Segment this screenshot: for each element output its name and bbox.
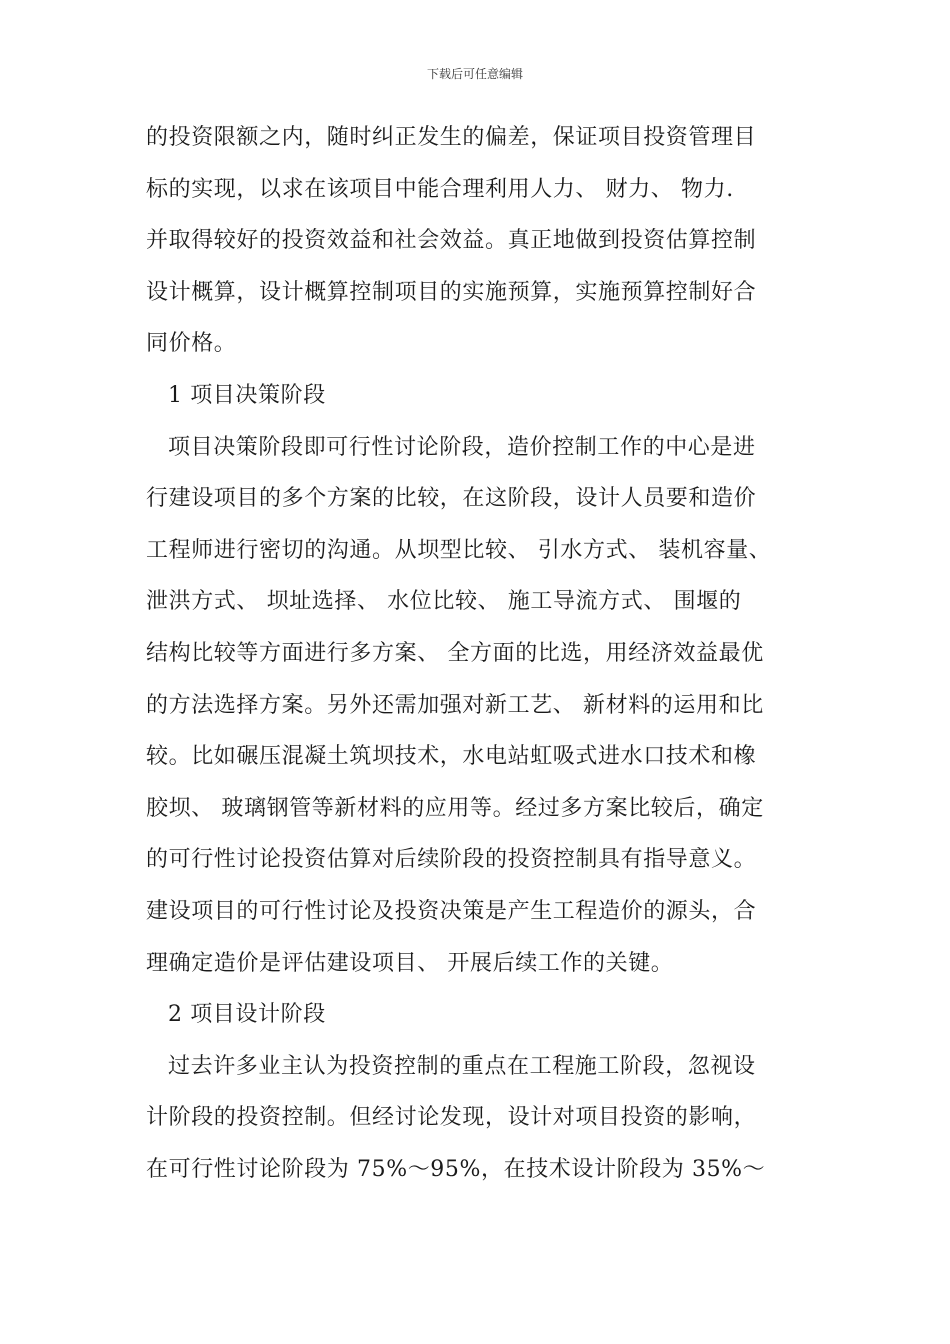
text-line: 设计概算，设计概算控制项目的实施预算，实施预算控制好合 — [146, 279, 757, 305]
text-line: 理确定造价是评估建设项目、 开展后续工作的关键。 — [146, 950, 674, 976]
text-line: 标的实现，以求在该项目中能合理利用人力、 财力、 物力. — [146, 176, 734, 202]
text-line: 的方法选择方案。另外还需加强对新工艺、 新材料的运用和比 — [146, 692, 764, 718]
text-line: 工程师进行密切的沟通。从坝型比较、 引水方式、 装机容量、 — [146, 537, 772, 563]
text-line: 同价格。 — [146, 331, 237, 357]
document-body — [146, 112, 786, 1195]
text-line: 泄洪方式、 坝址选择、 水位比较、 施工导流方式、 围堰的 — [146, 589, 742, 615]
section-heading: 2 项目设计阶段 — [168, 1002, 326, 1028]
text-line: 建设项目的可行性讨论及投资决策是产生工程造价的源头，合 — [146, 898, 757, 924]
text-line: 结构比较等方面进行多方案、 全方面的比选，用经济效益最优 — [146, 640, 764, 666]
text-line: 计阶段的投资控制。但经讨论发现，设计对项目投资的影响， — [146, 1105, 757, 1131]
text-line: 并取得较好的投资效益和社会效益。真正地做到投资估算控制 — [146, 228, 757, 254]
text-line: 项目决策阶段即可行性讨论阶段，造价控制工作的中心是进 — [168, 434, 756, 460]
text-line: 的可行性讨论投资估算对后续阶段的投资控制具有指导意义。 — [146, 847, 757, 873]
text-line: 在可行性讨论阶段为 75%～95%，在技术设计阶段为 35%～ — [146, 1156, 766, 1182]
text-line: 较。比如碾压混凝土筑坝技术，水电站虹吸式进水口技术和橡 — [146, 744, 757, 770]
text-line: 过去许多业主认为投资控制的重点在工程施工阶段，忽视设 — [168, 1053, 756, 1079]
text-line: 胶坝、 玻璃钢管等新材料的应用等。经过多方案比较后，确定 — [146, 795, 764, 821]
page-header: 下载后可任意编辑 — [426, 67, 523, 81]
text-line: 行建设项目的多个方案的比较，在这阶段，设计人员要和造价 — [146, 486, 757, 512]
text-line: 的投资限额之内，随时纠正发生的偏差，保证项目投资管理目 — [146, 125, 757, 150]
section-heading: 1 项目决策阶段 — [168, 382, 326, 408]
